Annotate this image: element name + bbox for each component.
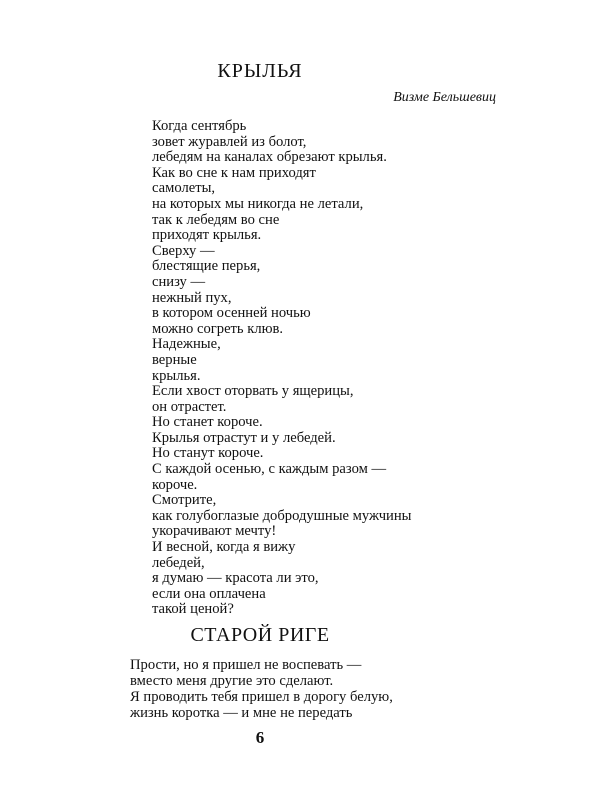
poem-line: зовет журавлей из болот, bbox=[152, 133, 307, 150]
poem-line: Как во сне к нам приходят bbox=[152, 164, 316, 181]
poem-line: верные bbox=[152, 351, 197, 368]
poem-line: С каждой осенью, с каждым разом — bbox=[152, 461, 387, 478]
poem-line: укорачивают мечту! bbox=[152, 523, 277, 540]
poem-line: Надежные, bbox=[152, 336, 221, 353]
poem-line: блестящие перья, bbox=[152, 258, 261, 275]
poem-line: так к лебедям во сне bbox=[152, 211, 280, 228]
poem-line: Если хвост оторвать у ящерицы, bbox=[152, 383, 354, 400]
poem-staroy-rige-body bbox=[130, 657, 393, 721]
poem-line: нежный пух, bbox=[152, 289, 232, 306]
page-number: 6 bbox=[255, 728, 265, 747]
poem-line: Я проводить тебя пришел в дорогу белую, bbox=[130, 689, 393, 705]
poem-author: Визме Бельшевиц bbox=[393, 90, 496, 105]
poem-line: крылья. bbox=[152, 367, 201, 384]
poem-line: Когда сентябрь bbox=[152, 118, 247, 134]
poem-line: лебедям на каналах обрезают крылья. bbox=[152, 149, 387, 166]
poem-krylya-body bbox=[152, 119, 411, 618]
poem-line: Но станут короче. bbox=[152, 445, 264, 462]
poem-line: Но станет короче. bbox=[152, 414, 263, 431]
poem-line: в котором осенней ночью bbox=[152, 305, 311, 322]
poem-line: короче. bbox=[152, 476, 198, 493]
poem-line: самолеты, bbox=[152, 180, 216, 197]
poem-line: Сверху — bbox=[152, 242, 215, 259]
poem-line: снизу — bbox=[152, 273, 206, 290]
poem-line: можно согреть клюв. bbox=[152, 320, 284, 337]
poem-line: вместо меня другие это сделают. bbox=[130, 673, 334, 689]
poem-line: Прости, но я пришел не воспевать — bbox=[130, 657, 362, 673]
poem-line: приходят крылья. bbox=[152, 227, 262, 244]
poem-line: такой ценой? bbox=[152, 601, 234, 618]
poem-line: я думаю — красота ли это, bbox=[152, 570, 319, 587]
poem-line: жизнь коротка — и мне не передать bbox=[130, 705, 353, 721]
poem-title-staroy-rige: СТАРОЙ РИГЕ bbox=[190, 624, 330, 646]
poem-line: он отрастет. bbox=[152, 398, 227, 415]
poem-line: И весной, когда я вижу bbox=[152, 539, 296, 556]
poem-line: как голубоглазые добродушные мужчины bbox=[152, 507, 412, 524]
poem-line: на которых мы никогда не летали, bbox=[152, 195, 364, 212]
poem-line: если она оплачена bbox=[152, 585, 266, 602]
poem-title-krylya: КРЫЛЬЯ bbox=[217, 60, 303, 82]
poem-line: лебедей, bbox=[152, 554, 205, 571]
poem-line: Крылья отрастут и у лебедей. bbox=[152, 429, 336, 446]
poem-line: Смотрите, bbox=[152, 492, 217, 509]
